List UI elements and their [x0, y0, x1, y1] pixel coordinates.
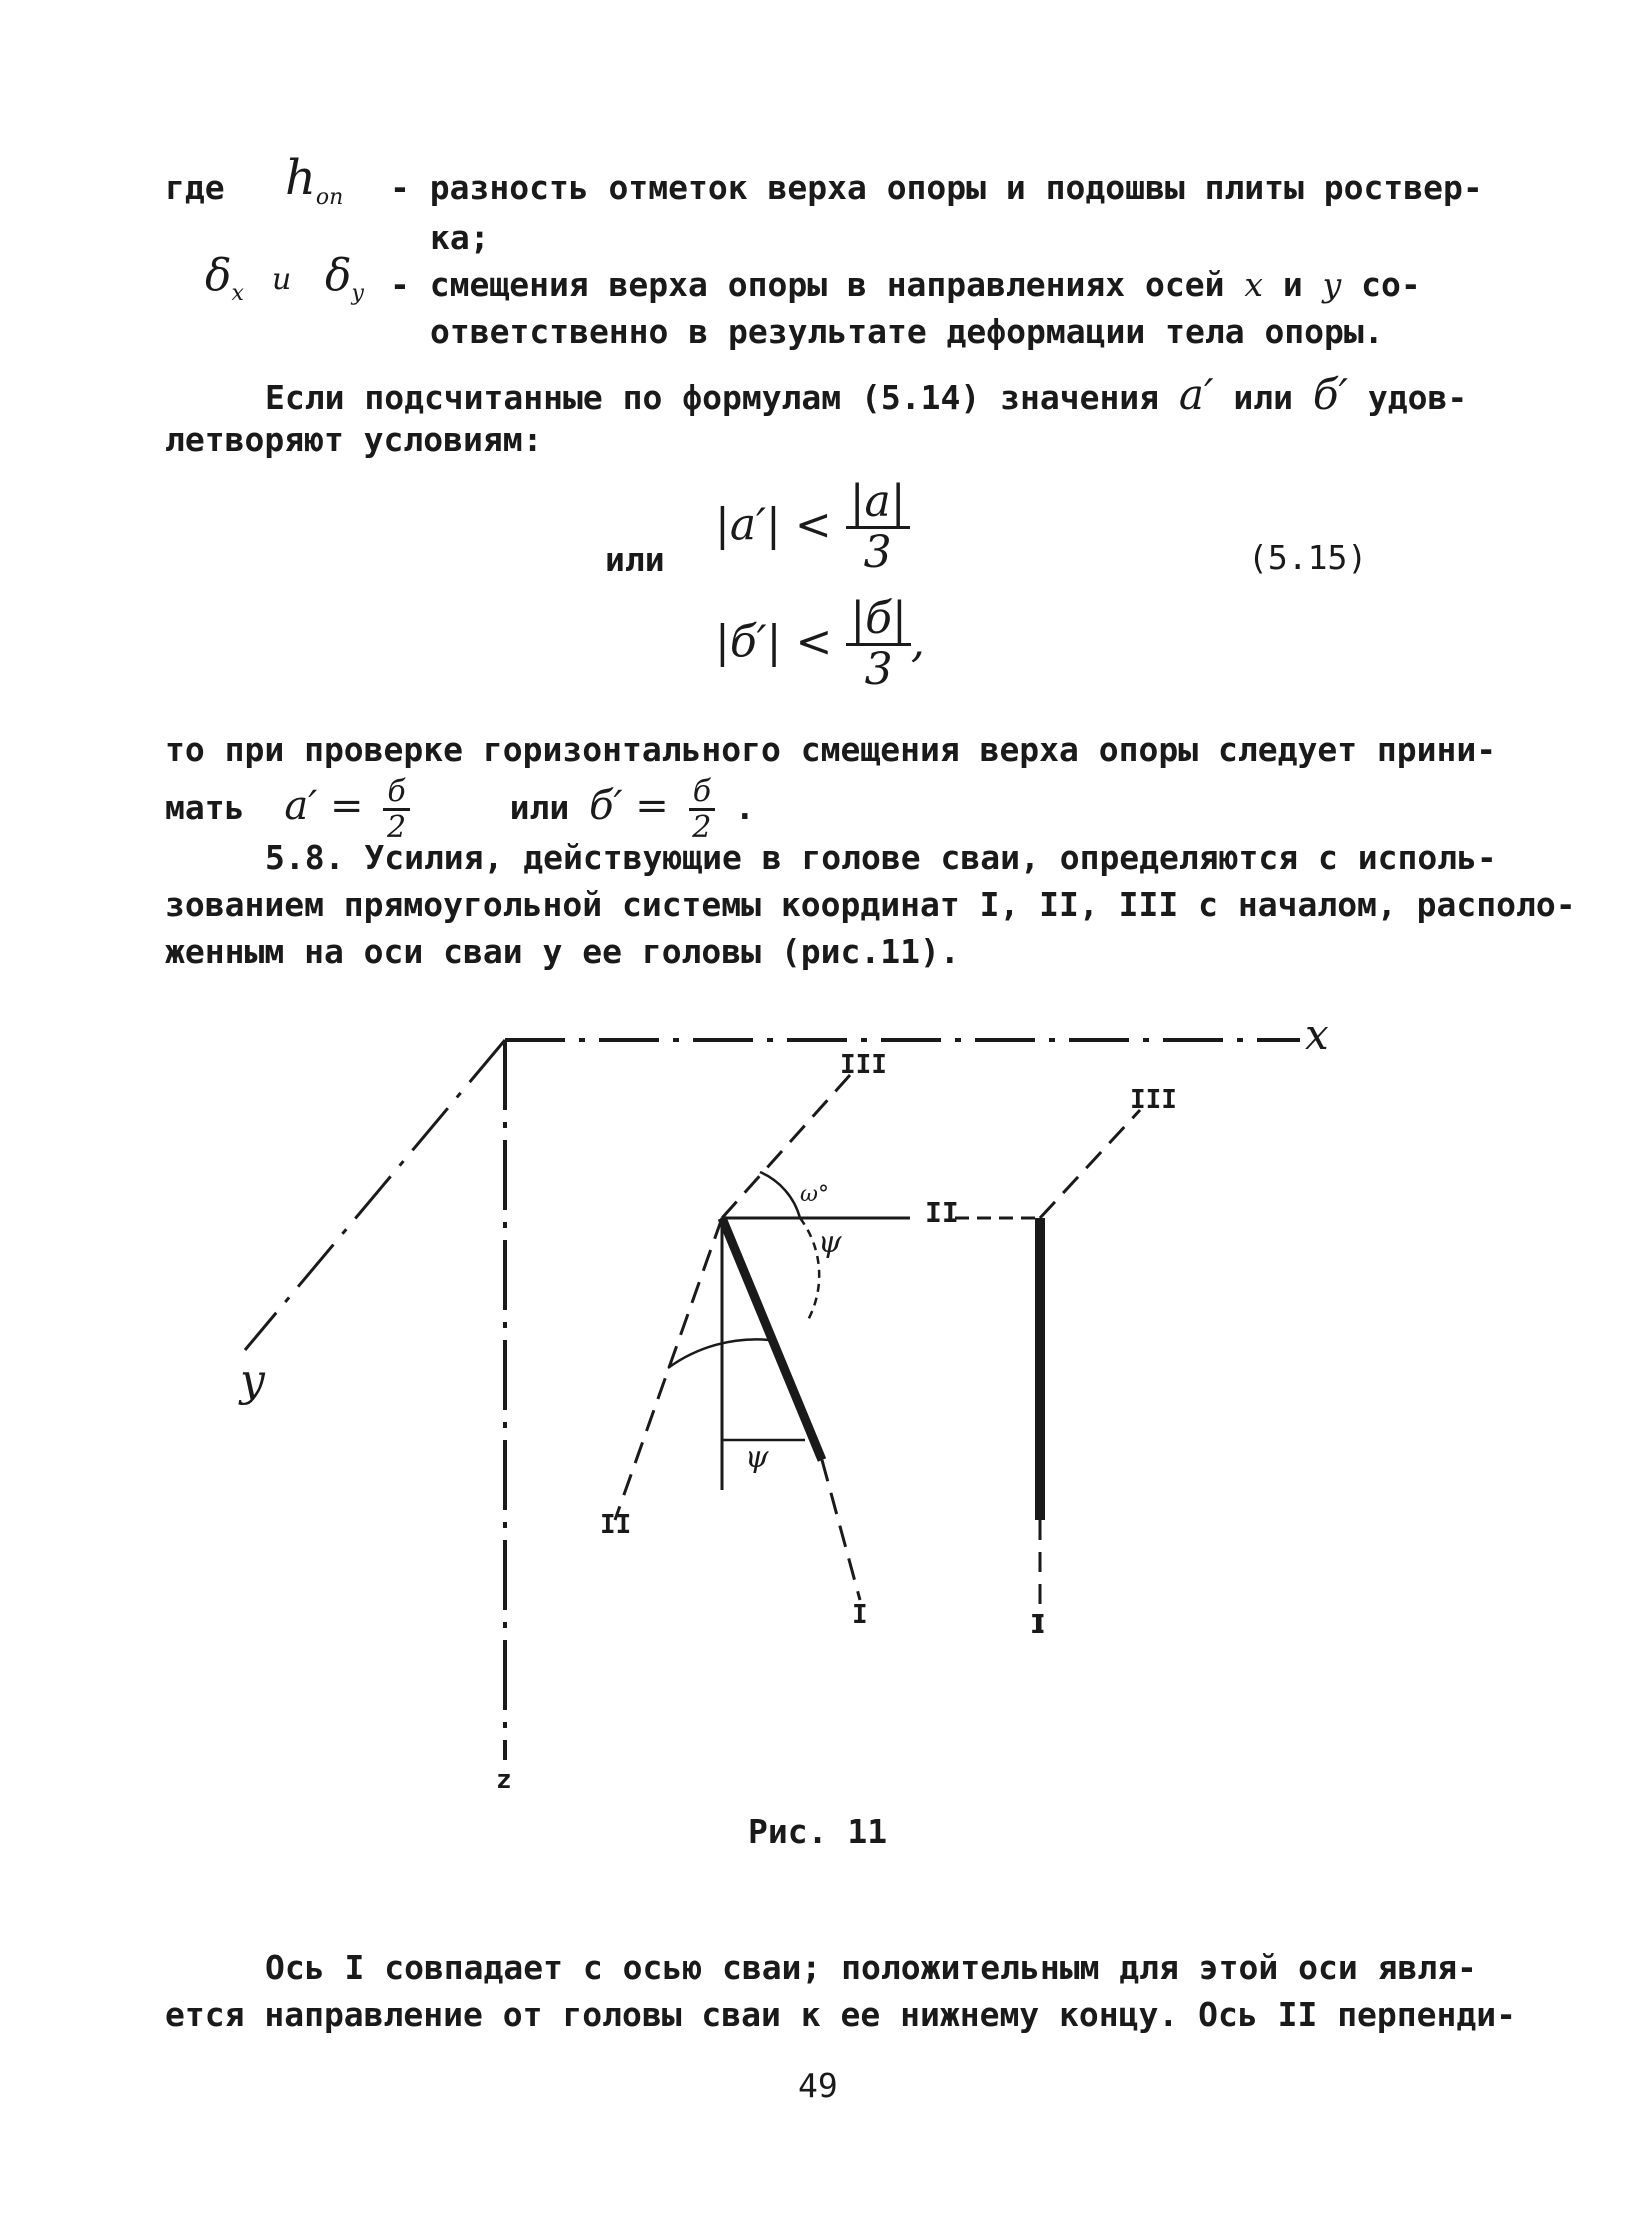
label-z: z [496, 1765, 512, 1795]
angle-omega: ω° [800, 1182, 829, 1207]
para4-line1: Ось I совпадает с осью сваи; положительным для этой оси явля- [265, 1948, 1477, 1987]
page-number: 49 [798, 2066, 838, 2105]
label-I-right: I [1030, 1610, 1046, 1640]
angle-psi-bottom: ψ [745, 1440, 769, 1475]
para1-line2: летворяют условиям: [165, 420, 543, 459]
delta-y-symbol: $\delta_y$ [325, 250, 364, 306]
formula-or-word: или [605, 540, 665, 579]
formula-number: (5.15) [1248, 538, 1368, 577]
delta-x-symbol: $\delta_x$ [205, 250, 244, 306]
para3-line1: 5.8. Усилия, действующие в голове сваи, определяются с исполь- [265, 838, 1497, 877]
y-axis-line [245, 1040, 505, 1350]
para1-line1: Если подсчитанные по формулам (5.14) значения a′ или б′ удов- [265, 370, 1468, 419]
delta-description-line1: - смещения верха опоры в направлениях осей x и y со- [390, 265, 1421, 304]
axis-III-left [722, 1075, 850, 1218]
label-II-left: II [600, 1510, 632, 1540]
and-word: и [272, 262, 292, 297]
para2-line2: мать a′ = $\frac{б}{2}$ или б′ = $\frac{б}{2}$ . [165, 774, 755, 845]
angle-arc-psi [800, 1218, 819, 1320]
angle-arc-top [760, 1172, 800, 1218]
label-I-left: I [852, 1600, 868, 1630]
where-word: где [165, 168, 225, 207]
h-op-description-line1: - разность отметок верха опоры и подошвы плиты роствер- [390, 168, 1483, 207]
h-op-symbol: $h_{оп}$ [285, 150, 344, 210]
label-y: y [240, 1355, 265, 1406]
label-III-left: III [840, 1050, 887, 1080]
axis-I-extension [822, 1460, 860, 1600]
label-x: x [1305, 1010, 1329, 1059]
delta-description-line2: ответственно в результате деформации тела опоры. [430, 312, 1384, 351]
para4-line2: ется направление от головы сваи к ее нижнему концу. Ось II перпенди- [165, 1995, 1517, 2034]
para3-line3: женным на оси сваи у ее головы (рис.11). [165, 932, 960, 971]
h-op-description-line2: ка; [430, 218, 490, 257]
label-II-right: II [925, 1196, 959, 1229]
formula-row1: |a′| < $\frac{|a|}{3}$ [715, 478, 910, 578]
angle-psi-top: ψ [818, 1225, 842, 1260]
axis-III-right [1040, 1110, 1140, 1218]
pile-axis-I [722, 1218, 822, 1460]
axis-II-left [615, 1218, 722, 1520]
angle-arc-mid [668, 1339, 770, 1368]
label-III-right: III [1130, 1085, 1177, 1115]
formula-row2: |б′| < $\frac{|б|}{3}$ , [715, 593, 925, 696]
para2-line1: то при проверке горизонтального смещения верха опоры следует прини- [165, 730, 1497, 769]
figure-caption: Рис. 11 [748, 1812, 888, 1851]
para3-line2: зованием прямоугольной системы координат I, II, III с началом, располо- [165, 885, 1576, 924]
